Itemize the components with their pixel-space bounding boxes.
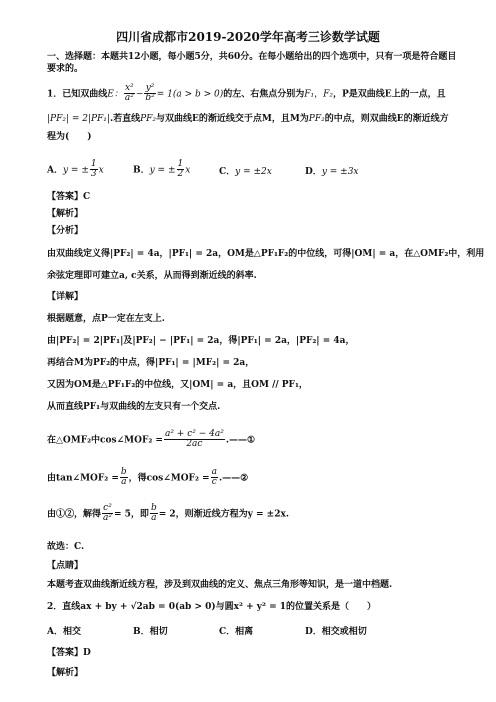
q1-line1: 1．已知双曲线E： $\frac{\text{x²}}{\text{a²}}$ − $\frac{\text{y²}}{\text{b²}}$ = 1(a > b > 0)的左、右焦点分别为F₁，F₂，P是双曲线E上的一点，且 <box>47 83 446 104</box>
xiangjie-line8: 由①②，解得 $\frac{\text{c²}}{\text{a²}}$ = 5，即 $\frac{b}{a}$ = 2，则渐近线方程为y = ±2x. <box>47 503 289 524</box>
q1-option-a: A．y = ± $\frac{1}{3}$ x <box>47 159 104 180</box>
section-heading-line2: 要求的。 <box>47 64 84 74</box>
q2-option-a: A．相交 <box>47 627 81 637</box>
q1-option-d: D．y = ±3x <box>305 167 359 177</box>
page-title: 四川省成都市2019-2020学年高考三诊数学试题 <box>116 30 380 44</box>
fraction: $\frac{\text{x²}}{\text{a²}}$ <box>124 83 134 104</box>
analysis-tag: 【解析】 <box>47 209 84 219</box>
fenxi-line1: 由双曲线定义得|PF₂| = 4a，|PF₁| = 2a，OM是△PF₁F₂的中位线，可得|OM| = a，在△OMF₂中，利用 <box>47 249 485 259</box>
section-heading-line1: 一、选择题：本题共12小题，每小题5分，共60分。在每小题给出的四个选项中，只有一项是符合题目 <box>47 52 457 62</box>
q2-option-c: C．相离 <box>219 627 254 637</box>
answer2-tag: 【答案】D <box>47 648 91 658</box>
xiangjie-line3: 再结合M为PF₂的中点，得|PF₁| = |MF₂| = 2a， <box>47 358 255 368</box>
q1-line2: |PF₂| = 2|PF₁|.若直线PF₂与双曲线E的渐近线交于点M，且M为PF₂的中点，则双曲线E的渐近线方 <box>47 114 449 124</box>
dianjing-text: 本题考查双曲线渐近线方程，涉及到双曲线的定义、焦点三角形等知识，是一道中档题. <box>47 580 393 590</box>
q2-stem: 2．直线ax + by + √2ab = 0(ab > 0)与圆x² + y² = 1的位置关系是（ ） <box>47 602 377 612</box>
xiangjie-tag: 【详解】 <box>47 292 84 302</box>
fraction: $\frac{a}{c}$ <box>211 467 217 488</box>
q2-option-d: D．相交或相切 <box>305 627 367 637</box>
fraction: $\frac{b}{a}$ <box>150 503 157 524</box>
xiangjie-line6: 在△OMF₂中cos∠MOF₂ = $\frac{\text{a² + c² − 4a²}}{2ac}$ .——① <box>47 429 256 450</box>
fraction: $\frac{\text{y²}}{\text{b²}}$ <box>145 83 155 104</box>
xiangjie-line1: 根据题意，点P一定在左支上. <box>47 314 165 324</box>
q2-option-b: B．相切 <box>133 627 168 637</box>
q1-option-c: C．y = ±2x <box>219 167 272 177</box>
conclusion-line: 故选：C. <box>47 542 85 552</box>
fraction: $\frac{b}{a}$ <box>120 467 127 488</box>
q1-line3: 程为( ) <box>47 132 92 142</box>
xiangjie-line5: 从而直线PF₁与双曲线的左支只有一个交点. <box>47 402 221 412</box>
analysis2-tag: 【解析】 <box>47 668 84 678</box>
xiangjie-line2: 由|PF₂| = 2|PF₁|及|PF₂| − |PF₁| = 2a，得|PF₁| = 2a，|PF₂| = 4a， <box>47 336 355 346</box>
xiangjie-line4: 又因为OM是△PF₁F₂的中位线，又|OM| = a，且OM // PF₁， <box>47 380 308 390</box>
q1-option-b: B．y = ± $\frac{1}{2}$ x <box>133 159 191 180</box>
xiangjie-line7: 由tan∠MOF₂ = $\frac{b}{a}$ ，得cos∠MOF₂ = $\frac{a}{c}$ .——② <box>47 467 249 488</box>
fenxi-tag: 【分析】 <box>47 226 84 236</box>
answer-tag: 【答案】C <box>47 192 91 202</box>
fenxi-line2: 余弦定理即可建立a, c关系，从而得到渐近线的斜率. <box>47 271 257 281</box>
fraction: $\frac{\text{a² + c² − 4a²}}{2ac}$ <box>164 429 224 450</box>
fraction: $\frac{\text{c²}}{\text{a²}}$ <box>103 503 112 524</box>
dianjing-tag: 【点睛】 <box>47 561 84 571</box>
